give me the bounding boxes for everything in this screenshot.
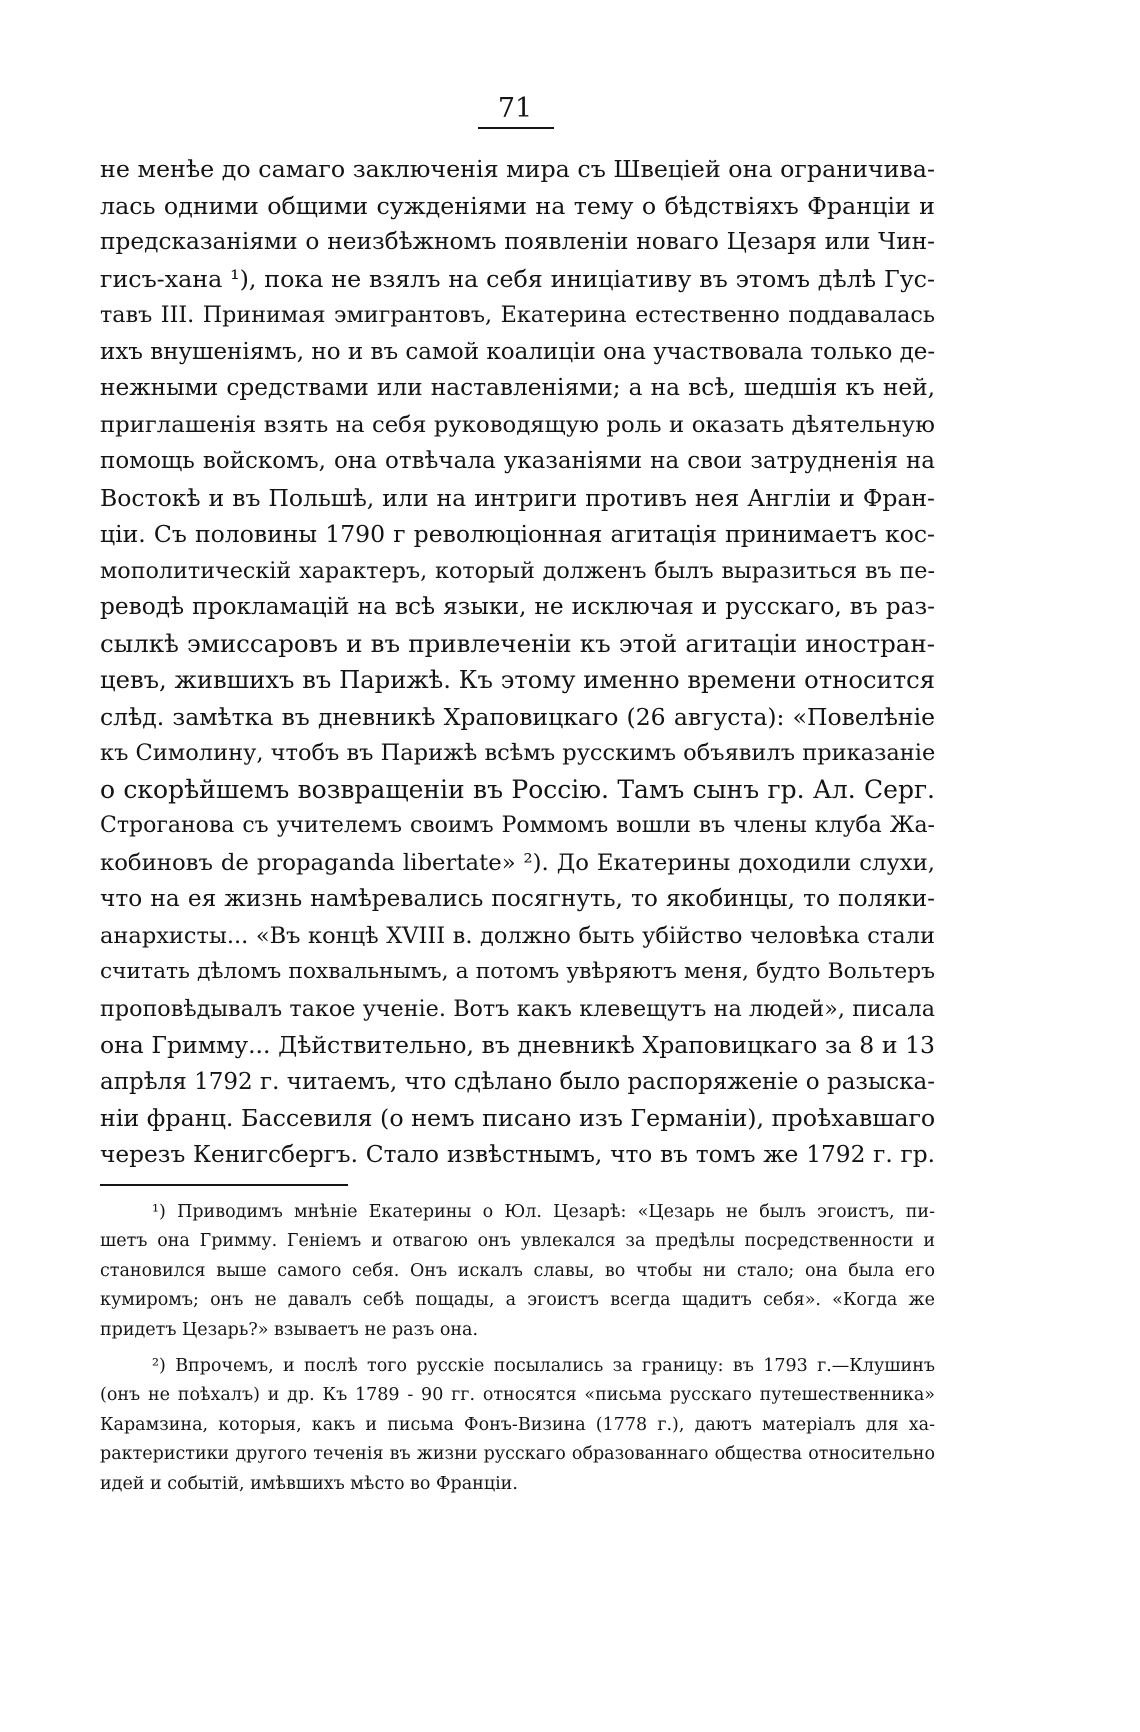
text-line: апрѣля 1792 г. читаемъ, что сдѣлано было распоряженіе о разыска- [100, 1068, 935, 1095]
text-line: предсказаніями о неизбѣжномъ появленіи новаго Цезаря или Чин- [100, 228, 935, 255]
text-line: ніи франц. Бассевиля (о немъ писано изъ Германіи), проѣхавшаго [100, 1104, 936, 1132]
footnote-rule [100, 1184, 348, 1186]
text-line: лась одними общими сужденіями на тему о бѣдствіяхъ Франціи и [100, 191, 935, 220]
footnote-line: шетъ она Гримму. Геніемъ и отвагою онъ увлекался за предѣлы посредственности и [100, 1231, 935, 1252]
text-line: тавъ III. Принимая эмигрантовъ, Екатерина естественно поддавалась [100, 302, 935, 328]
text-line: гисъ-хана ¹), пока не взялъ на себя иниціативу въ этомъ дѣлѣ Гус- [100, 264, 935, 293]
text-line: сылкѣ эмиссаровъ и въ привлеченіи къ этой агитаціи иностран- [100, 628, 935, 658]
footnote-line: ²) Впрочемъ, и послѣ того русскіе посылались за границу: въ 1793 г.—Клушинъ [152, 1356, 935, 1377]
footnote-line: кумиромъ; онъ не давалъ себѣ пощады, а эгоистъ всегда щадитъ себя». «Когда же [100, 1290, 935, 1311]
text-line: слѣд. замѣтка въ дневникѣ Храповицкаго (26 августа): «Повелѣніе [100, 702, 935, 731]
text-line: считать дѣломъ похвальнымъ, а потомъ увѣряютъ меня, будто Вольтеръ [100, 959, 935, 984]
text-line: о скорѣйшемъ возвращеніи въ Россію. Тамъ сынъ гр. Ал. Серг. [100, 774, 935, 804]
text-line: къ Симолину, чтобъ въ Парижѣ всѣмъ русскимъ объявилъ приказаніе [100, 740, 936, 766]
footnotes [100, 1198, 935, 1499]
footnote-2 [100, 1352, 935, 1499]
text-line: цевъ, жившихъ въ Парижѣ. Къ этому именно времени относится [100, 665, 935, 694]
text-line: мополитическій характеръ, который долженъ былъ выразиться въ пе- [100, 557, 935, 584]
text-line: ихъ внушеніямъ, но и въ самой коалиціи она участвовала только де- [100, 338, 936, 365]
footnote-line: становился выше самого себя. Онъ искалъ славы, во чтобы ни стало; она была его [100, 1260, 935, 1281]
footnote-line: (онъ не поѣхалъ) и др. Къ 1789 - 90 гг. относятся «письма русскаго путешественника» [100, 1385, 935, 1406]
text-line: реводѣ прокламацій на всѣ языки, не исключая и русскаго, въ рaз- [100, 593, 935, 620]
text-line: нежными средствами или наставленіями; а на всѣ, шедшія къ ней, [100, 374, 935, 401]
text-line: анархисты... «Въ концѣ XVIII в. должно быть убійство человѣка стали [100, 922, 935, 949]
main-text [100, 151, 935, 1173]
footnote-line: придетъ Цезарь?» взываетъ не разъ она. [100, 1319, 479, 1340]
text-line: кобиновъ de propaganda libertate» ²). До Екатерины доходили слухи, [100, 849, 935, 876]
footnote-line: ¹) Приводимъ мнѣніе Екатерины о Юл. Цезарѣ: «Цезарь не былъ эгоистъ, пи- [152, 1202, 935, 1222]
footnote-line: Карамзина, которыя, какъ и письма Фонъ-Визина (1778 г.), даютъ матеріалъ для ха- [100, 1414, 935, 1435]
footnote-1 [100, 1198, 935, 1345]
text-line: помощь войскомъ, она отвѣчала указаніями на свои затрудненія на [100, 448, 935, 474]
page-number: 71 [497, 93, 533, 124]
text-line: не менѣе до самаго заключенія мира съ Швеціей она ограничива- [100, 155, 935, 183]
text-line: приглашенія взять на себя руководящую роль и оказать дѣятельную [100, 411, 935, 438]
footnote-line: рактеристики другого теченія въ жизни русскаго образованнаго общества относительно [100, 1444, 935, 1465]
text-line: она Гримму... Дѣйствительно, въ дневникѣ Храповицкаго за 8 и 13 [100, 1031, 935, 1059]
page-number-rule [478, 127, 554, 129]
footnote-gap [100, 1345, 935, 1352]
footnote-line: идей и событій, имѣвшихъ мѣсто во Франціи. [100, 1473, 518, 1494]
text-line: Строганова съ учителемъ своимъ Роммомъ вошли въ члены клуба Жа- [100, 813, 935, 838]
text-line: Востокѣ и въ Польшѣ, или на интриги противъ нея Англіи и Фран- [100, 483, 935, 512]
text-line: проповѣдывалъ такое ученіе. Вотъ какъ клевещутъ на людей», писала [100, 995, 935, 1022]
text-line: черезъ Кенигсбергъ. Стало извѣстнымъ, что въ томъ же 1792 г. гр. [100, 1140, 935, 1168]
text-line: ціи. Съ половины 1790 г революціонная агитація принимаетъ кос- [100, 520, 935, 548]
text-line: что на ея жизнь намѣревались посягнуть, то якобинцы, то поляки- [100, 885, 935, 912]
